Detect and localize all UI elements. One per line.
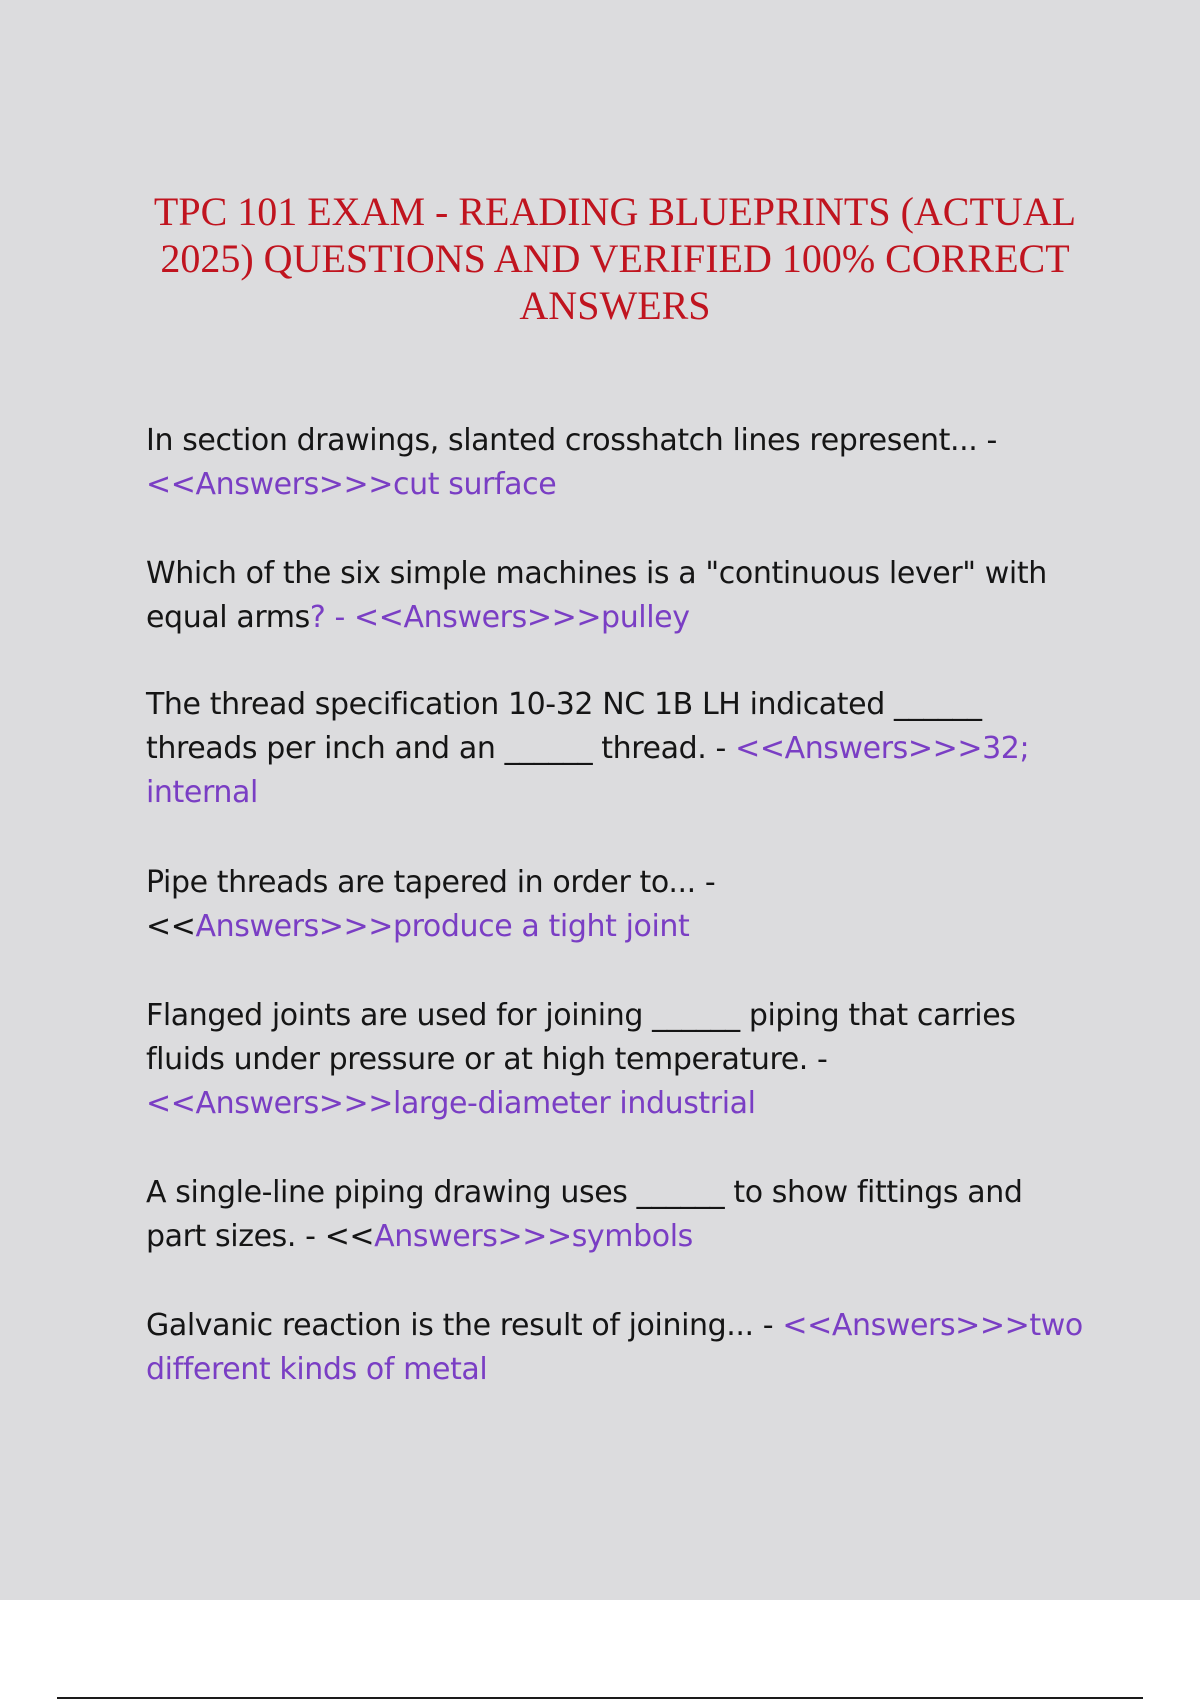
qa-item (146, 861, 1086, 994)
question-text: Which of the six simple machines is a "continuous lever" with equal arms (146, 556, 1047, 635)
qa-item (146, 552, 1086, 683)
qa-item (146, 994, 1086, 1171)
question-answer-list (146, 419, 1086, 1404)
answer-text: <<Answers>>>cut surface (146, 467, 557, 502)
qa-item (146, 419, 1086, 552)
question-text: The thread specification 10-32 NC 1B LH indicated ______ threads per inch and an ______ thread. - (146, 687, 982, 766)
page-divider (57, 1697, 1143, 1699)
answer-text: <<Answers>>>32; internal (146, 731, 1030, 810)
document-title: TPC 101 EXAM - READING BLUEPRINTS (ACTUAL 2025) QUESTIONS AND VERIFIED 100% CORRECT ANSWERS (153, 189, 1077, 328)
answer-text: <<Answers>>>large-diameter industrial (146, 1086, 756, 1121)
question-text: In section drawings, slanted crosshatch lines represent... - (146, 423, 997, 458)
qa-item (146, 1304, 1086, 1404)
answer-text: Answers>>>produce a tight joint (195, 909, 690, 944)
answer-text: Answers>>>symbols (374, 1219, 693, 1254)
answer-text: ? - <<Answers>>>pulley (309, 600, 690, 635)
question-text: A single-line piping drawing uses ______ to show fittings and part sizes. - << (146, 1175, 1023, 1254)
qa-item (146, 1171, 1086, 1304)
qa-item (146, 683, 1086, 861)
question-text: Galvanic reaction is the result of joining... - (146, 1308, 783, 1343)
answer-text: <<Answers>>>two different kinds of metal (146, 1308, 1083, 1387)
question-text: Pipe threads are tapered in order to... - << (146, 865, 716, 944)
question-text: Flanged joints are used for joining ______ piping that carries fluids under pressure or at high temperature. - (146, 998, 1016, 1077)
